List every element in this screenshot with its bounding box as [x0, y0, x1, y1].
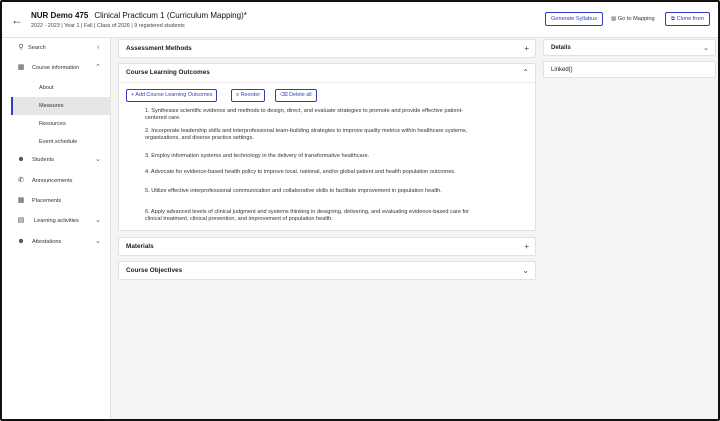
chevron-down-icon: ⌄	[95, 238, 101, 245]
page-title	[31, 11, 247, 20]
sidebar-item-label: Resources	[39, 121, 66, 127]
chevron-down-icon[interactable]: ⌄	[703, 45, 709, 52]
clone-from-label: Clone from	[676, 16, 704, 22]
sidebar-item-label: About	[39, 85, 54, 91]
sidebar-item-attestations[interactable]	[2, 233, 110, 251]
panel-title: Course Learning Outcomes	[126, 69, 210, 76]
sidebar-item-announcements[interactable]	[2, 172, 110, 190]
person-icon: ☻	[17, 156, 25, 163]
list-item: 5. Utilize effective interprofessional communication and collaborative skills to facilitate improvement in population health.	[145, 188, 442, 194]
details-panel	[543, 39, 716, 56]
chevron-down-icon: ⌄	[95, 217, 101, 224]
arrow-left-icon[interactable]: ←	[11, 13, 23, 27]
search-icon: ⚲	[18, 44, 24, 51]
list-item: 4. Advocate for evidence-based health policy to improve local, national, and/or global patient and health population outcomes.	[145, 169, 456, 175]
page-header	[2, 2, 718, 38]
sidebar-item-measures[interactable]	[11, 97, 111, 115]
plus-icon[interactable]: +	[524, 44, 529, 53]
list-item: 6. Apply advanced levels of clinical judgment and systems thinking in designing, delivering, and evaluating evidence-based care for clinical treatment, clinical prevention, and improvement of population health.	[145, 209, 470, 223]
divider	[119, 82, 535, 83]
clone-from-button[interactable]	[665, 12, 710, 26]
chevron-up-icon: ⌃	[95, 64, 101, 71]
reorder-icon: ≡	[236, 92, 240, 98]
search-label: Search	[28, 45, 46, 51]
sidebar-item-label: Event schedule	[39, 139, 78, 145]
list-item: 3. Employ information systems and technology in the delivery of transformative healthcare.	[145, 153, 370, 159]
assessment-methods-header[interactable]	[119, 40, 535, 58]
generate-syllabus-button[interactable]: Generate Syllabus	[545, 12, 603, 26]
sidebar-item-event-schedule[interactable]	[11, 133, 111, 151]
panel-title: Course Objectives	[126, 267, 183, 274]
chart-icon: ▩	[611, 16, 617, 22]
course-subtitle: 2022 - 2023 | Year 1 | Fall | Class of 2026 | 9 registered students	[31, 23, 185, 29]
details-header[interactable]	[544, 40, 715, 57]
building-icon: ▦	[17, 197, 25, 204]
add-clo-button[interactable]: + Add Course Learning Outcomes	[126, 89, 217, 102]
linked-header[interactable]	[544, 62, 715, 79]
sidebar-item-resources[interactable]	[11, 115, 111, 133]
sidebar-item-label: Attestations	[32, 239, 62, 245]
reorder-label: Reorder	[240, 92, 261, 98]
course-title: Clinical Practicum 1 (Curriculum Mapping)*	[94, 11, 247, 20]
clo-panel	[118, 63, 536, 231]
sidebar-item-label: Students	[32, 157, 55, 163]
copy-icon: ⧉	[671, 16, 675, 22]
panel-title: Details	[551, 45, 571, 51]
list-item: 1. Synthesize scientific evidence and methods to design, direct, and evaluate strategies to promote and provide effective patient-centered care.	[145, 108, 463, 122]
panel-title: Materials	[126, 243, 154, 250]
sidebar	[2, 38, 111, 421]
delete-all-button[interactable]	[275, 89, 317, 102]
sidebar-item-students[interactable]	[2, 151, 110, 169]
chevron-up-icon[interactable]: ⌃	[522, 68, 529, 77]
delete-all-label: Delete all	[289, 92, 312, 98]
panel-title: Assessment Methods	[126, 45, 192, 52]
clo-header[interactable]	[119, 64, 535, 82]
assessment-methods-panel	[118, 39, 536, 58]
sidebar-item-label: Measures	[39, 103, 64, 109]
collapse-icon[interactable]: ‹	[97, 44, 100, 51]
sidebar-item-label: Announcements	[32, 178, 73, 184]
course-code: NUR Demo 475	[31, 11, 89, 20]
materials-panel	[118, 237, 536, 256]
course-objectives-header[interactable]	[119, 262, 535, 280]
go-to-mapping-button[interactable]	[605, 12, 661, 26]
sidebar-item-label: Learning activities	[34, 218, 79, 224]
trash-icon: ⌫	[280, 92, 288, 98]
reorder-button[interactable]	[231, 89, 265, 102]
sidebar-item-about[interactable]	[11, 79, 111, 97]
sidebar-item-learning-activities[interactable]	[2, 212, 110, 230]
sidebar-item-course-information[interactable]	[2, 59, 110, 77]
go-to-mapping-label: Go to Mapping	[617, 16, 655, 22]
person-icon: ☻	[17, 238, 25, 245]
megaphone-icon: ✆	[18, 177, 24, 184]
building-icon: ▦	[17, 64, 25, 71]
course-objectives-panel	[118, 261, 536, 280]
sidebar-item-label: Placements	[32, 198, 62, 204]
sidebar-item-label: Course information	[32, 65, 80, 71]
linked-panel	[543, 61, 716, 78]
materials-header[interactable]	[119, 238, 535, 256]
list-item: 2. Incorporate leadership skills and interprofessional team-building strategies to improve quality metrics within healthcare systems, organizations, and diverse practice settings.	[145, 128, 468, 142]
sidebar-item-placements[interactable]	[2, 192, 110, 210]
chevron-down-icon[interactable]: ⌄	[522, 266, 529, 275]
panel-title: Linked()	[551, 67, 573, 73]
sidebar-search[interactable]	[2, 39, 110, 57]
chevron-down-icon: ⌄	[95, 156, 101, 163]
plus-icon[interactable]: +	[524, 242, 529, 251]
laptop-icon: ▤	[17, 217, 25, 224]
